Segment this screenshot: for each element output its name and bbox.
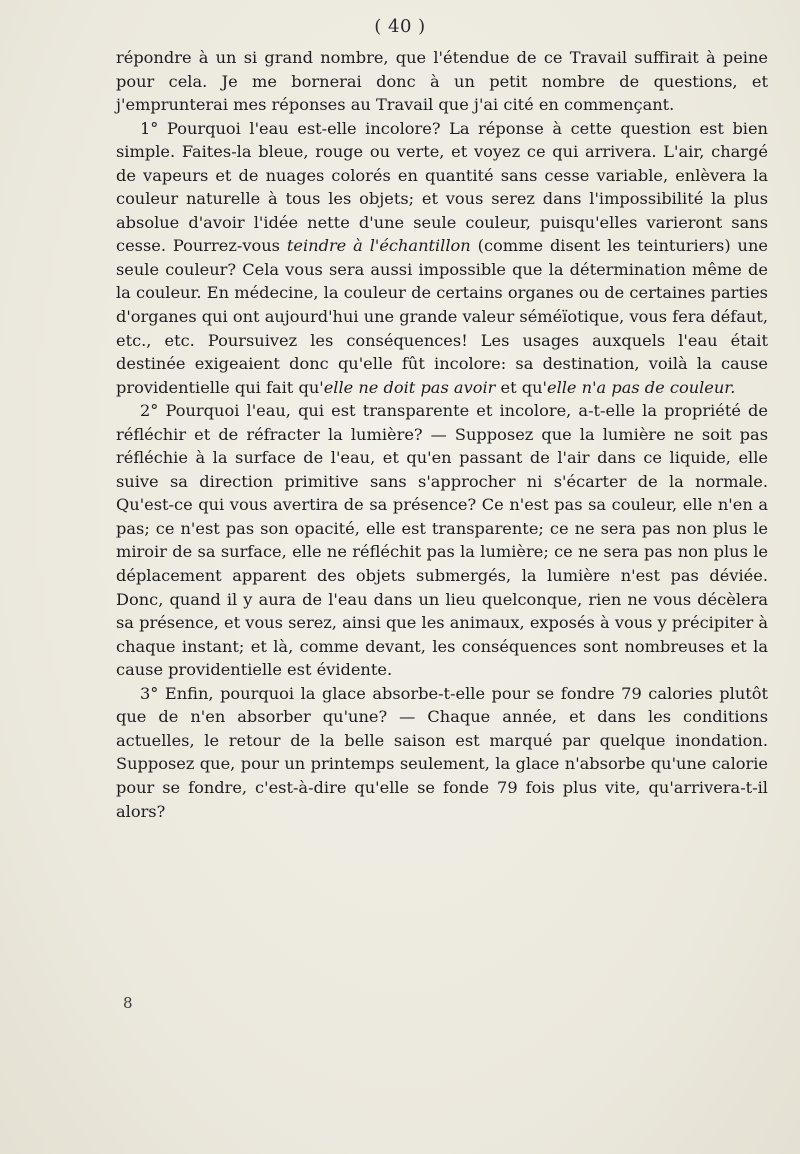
signature-mark: 8	[123, 994, 133, 1012]
text-run: et qu'	[495, 377, 547, 397]
text-run: 2° Pourquoi l'eau, qui est transparente et incolore, a-t-elle la propriété de réfléchir et de réfracter la lumière? — Supposez que la lumière ne soit pas réfléchie à la surface de l'eau, et qu'en passant de l'air dans ce liquide, elle suive sa direction primitive sans s'approcher ni s'écarter de la normale. Qu'est-ce qui vous avertira de sa présence? Ce n'est pas sa couleur, elle n'en a pas; ce n'est pas son opacité, elle est transparente; ce ne sera pas non plus le miroir de sa surface, elle ne réfléchit pas la lumière; ce ne sera pas non plus le déplacement apparent des objets submergés, la lumière n'est pas déviée. Donc, quand il y aura de l'eau dans un lieu quelconque, rien ne vous décèlera sa présence, et vous serez, ainsi que les animaux, exposés à vous y précipiter à chaque instant; et là, comme devant, les conséquences sont nombreuses et la cause providentielle est évidente.	[116, 401, 768, 680]
paragraph	[116, 46, 768, 117]
paragraph	[116, 117, 768, 400]
italic-text: elle n'a pas de couleur.	[547, 377, 736, 397]
italic-text: elle ne doit pas avoir	[323, 377, 496, 397]
page-number: ( 40 )	[374, 16, 426, 37]
paragraph	[116, 399, 768, 682]
text-run: (comme disent les teinturiers) une seule couleur? Cela vous sera aussi impossible que la détermination même de la couleur. En médecine, la couleur de certains organes ou de certaines parties d'organes qui ont aujourd'hui une grande valeur séméïotique, vous fera défaut, etc., etc. Poursuivez les conséquences! Les usages auxquels l'eau était destinée exigeaient donc qu'elle fût incolore: sa destination, voilà la cause providentielle qui fait qu'	[116, 236, 769, 397]
text-run: 1° Pourquoi l'eau est-elle incolore? La réponse à cette question est bien simple. Faites-la bleue, rouge ou verte, et voyez ce qui arrivera. L'air, chargé de vapeurs et de nuages colorés en quantité sans cesse variable, enlèvera la couleur naturelle à tous les objets; et vous serez dans l'impossibilité la plus absolue d'avoir l'idée nette d'une seule couleur, puisqu'elles varieront sans cesse. Pourrez-vous	[116, 118, 768, 256]
body-text	[116, 46, 768, 823]
text-run: répondre à un si grand nombre, que l'étendue de ce Travail suffirait à peine pour cela. Je me bornerai donc à un petit nombre de questions, et j'emprunterai mes réponses au Travail que j'ai cité en commençant.	[116, 48, 768, 115]
italic-text: teindre à l'échantillon	[286, 236, 471, 256]
text-run: 3° Enfin, pourquoi la glace absorbe-t-elle pour se fondre 79 calories plutôt que de n'en absorber qu'une? — Chaque année, et dans les conditions actuelles, le retour de la belle saison est marqué par quelque inondation. Supposez que, pour un printemps seulement, la glace n'absorbe qu'une calorie pour se fondre, c'est-à-dire qu'elle se fonde 79 fois plus vite, qu'arrivera-t-il alors?	[116, 683, 768, 821]
paragraph	[116, 682, 768, 823]
